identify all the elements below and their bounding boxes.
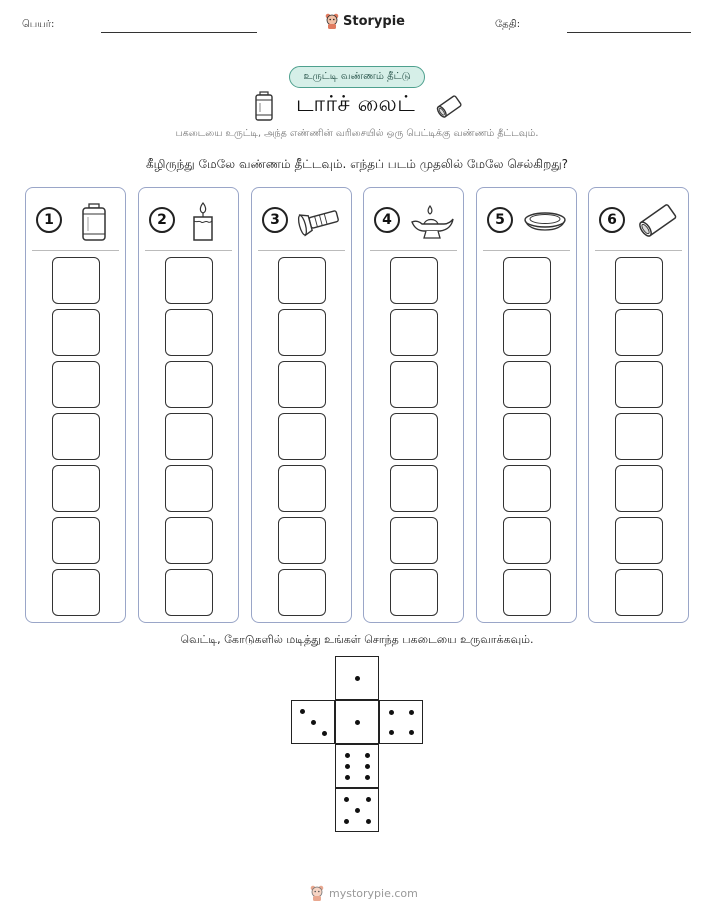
color-box[interactable]	[278, 569, 326, 616]
color-box[interactable]	[52, 569, 100, 616]
column-2	[138, 187, 239, 623]
color-box[interactable]	[165, 465, 213, 512]
pip	[409, 730, 414, 735]
pip	[389, 730, 394, 735]
dish-icon	[521, 200, 569, 242]
date-label: தேதி:	[495, 19, 521, 30]
column-number: 1	[36, 207, 62, 233]
color-box[interactable]	[278, 257, 326, 304]
color-box[interactable]	[52, 413, 100, 460]
column-3	[251, 187, 352, 623]
column-divider	[32, 250, 119, 251]
color-box[interactable]	[165, 517, 213, 564]
color-box[interactable]	[390, 361, 438, 408]
color-box[interactable]	[278, 517, 326, 564]
die-face-top	[335, 656, 379, 700]
color-box[interactable]	[503, 517, 551, 564]
pip	[409, 710, 414, 715]
color-box[interactable]	[52, 465, 100, 512]
column-divider	[595, 250, 682, 251]
die-face-left	[291, 700, 335, 744]
brand-name: Storypie	[343, 13, 405, 29]
pip	[345, 775, 350, 780]
pip	[345, 764, 350, 769]
color-box[interactable]	[503, 413, 551, 460]
color-box[interactable]	[615, 361, 663, 408]
color-box[interactable]	[52, 361, 100, 408]
color-box[interactable]	[165, 361, 213, 408]
column-5	[476, 187, 577, 623]
color-box[interactable]	[503, 465, 551, 512]
pip	[366, 797, 371, 802]
mascot-icon	[310, 885, 324, 901]
pip	[365, 775, 370, 780]
color-box[interactable]	[390, 257, 438, 304]
color-box[interactable]	[615, 517, 663, 564]
die-face-lower	[335, 744, 379, 788]
color-box[interactable]	[52, 309, 100, 356]
color-box[interactable]	[390, 465, 438, 512]
page-title: டார்ச் லைட்	[296, 92, 416, 117]
instruction: கீழிருந்து மேலே வண்ணம் தீட்டவும். எந்தப் படம் முதலில் மேலே செல்கிறது?	[145, 157, 569, 171]
activity-pill: உருட்டி வண்ணம் தீட்டு	[289, 66, 425, 88]
pip	[355, 720, 360, 725]
color-box[interactable]	[615, 465, 663, 512]
color-box[interactable]	[503, 569, 551, 616]
footer-site[interactable]: mystorypie.com	[329, 886, 418, 900]
torch-tube-icon	[434, 92, 466, 120]
color-box[interactable]	[52, 517, 100, 564]
column-number: 2	[149, 207, 175, 233]
column-6	[588, 187, 689, 623]
pip	[311, 720, 316, 725]
color-box[interactable]	[278, 465, 326, 512]
pip	[300, 709, 305, 714]
color-box[interactable]	[165, 413, 213, 460]
color-box[interactable]	[278, 309, 326, 356]
color-box[interactable]	[390, 413, 438, 460]
pip	[355, 808, 360, 813]
battery-icon	[70, 200, 118, 242]
pip	[344, 797, 349, 802]
pip	[344, 819, 349, 824]
date-field-line[interactable]	[567, 32, 691, 33]
torch-tube-icon	[633, 200, 681, 242]
column-number: 4	[374, 207, 400, 233]
column-divider	[258, 250, 345, 251]
subtitle: பகடையை உருட்டி, அந்த எண்ணின் வரிசையில் ஒரு பெட்டிக்கு வண்ணம் தீட்டவும்.	[175, 128, 539, 139]
name-field-line[interactable]	[101, 32, 257, 33]
column-4	[363, 187, 464, 623]
color-box[interactable]	[278, 413, 326, 460]
die-face-bottom	[335, 788, 379, 832]
color-box[interactable]	[615, 257, 663, 304]
cut-instruction: வெட்டி, கோடுகளில் மடித்து உங்கள் சொந்த பகடையை உருவாக்கவும்.	[180, 633, 534, 646]
color-box[interactable]	[52, 257, 100, 304]
brand-logo	[325, 13, 405, 29]
pip	[322, 731, 327, 736]
pip	[365, 764, 370, 769]
column-1	[25, 187, 126, 623]
color-box[interactable]	[503, 309, 551, 356]
color-box[interactable]	[615, 569, 663, 616]
color-box[interactable]	[165, 569, 213, 616]
column-number: 5	[487, 207, 513, 233]
color-box[interactable]	[165, 309, 213, 356]
column-divider	[145, 250, 232, 251]
pip	[366, 819, 371, 824]
color-box[interactable]	[503, 257, 551, 304]
color-box[interactable]	[390, 569, 438, 616]
battery-icon	[254, 91, 274, 121]
die-face-center	[335, 700, 379, 744]
pip	[355, 676, 360, 681]
candle-icon	[183, 200, 231, 242]
column-number: 3	[262, 207, 288, 233]
column-divider	[370, 250, 457, 251]
color-box[interactable]	[615, 413, 663, 460]
mascot-icon	[325, 13, 339, 29]
pip	[345, 753, 350, 758]
color-box[interactable]	[390, 517, 438, 564]
oil-lamp-icon	[408, 200, 456, 242]
pip	[365, 753, 370, 758]
column-divider	[483, 250, 570, 251]
footer	[310, 885, 418, 901]
color-box[interactable]	[278, 361, 326, 408]
column-number: 6	[599, 207, 625, 233]
color-box[interactable]	[165, 257, 213, 304]
name-label: பெயர்:	[22, 19, 55, 30]
color-box[interactable]	[390, 309, 438, 356]
color-box[interactable]	[503, 361, 551, 408]
die-face-right	[379, 700, 423, 744]
color-box[interactable]	[615, 309, 663, 356]
pip	[389, 710, 394, 715]
flashlight-icon	[296, 200, 344, 242]
